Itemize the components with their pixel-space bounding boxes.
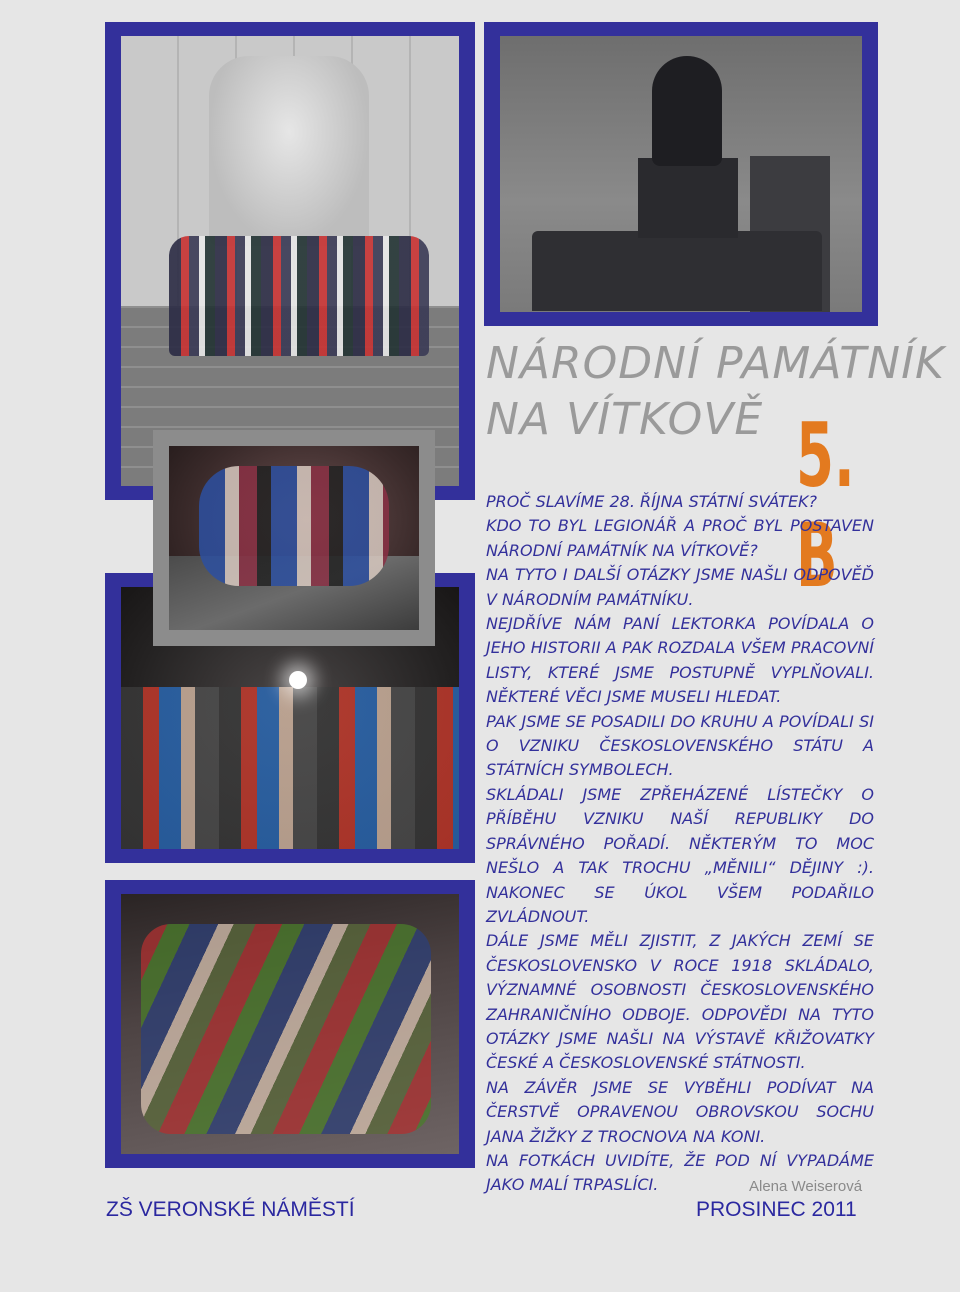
paragraph: NA ZÁVĚR JSME SE VYBĚHLI PODÍVAT NA ČERSTVĚ OPRAVENOU OBROVSKOU SOCHU JANA ŽIŽKY Z TROCNOVA NA KONI. (486, 1077, 874, 1146)
kids-group (121, 687, 459, 849)
equestrian-statue (652, 56, 722, 166)
issue-date: PROSINEC 2011 (696, 1198, 857, 1221)
title-line-1: NÁRODNÍ PAMÁTNÍK (486, 338, 945, 389)
class-badge: 5. B (796, 404, 855, 607)
paragraph: SKLÁDALI JSME ZPŘEHÁZENÉ LÍSTEČKY O PŘÍBĚHU VZNIKU NAŠÍ REPUBLIKY DO SPRÁVNÉHO POŘADÍ. NĚKTERÝM TO MOC NEŠLO A TAK TROCHU „MĚNILI“ DĚJINY :). NAKONEC SE ÚKOL VŠEM PODAŘILO ZVLÁDNOUT. (486, 784, 874, 926)
class-group (169, 236, 429, 356)
author-name: Alena Weiserová (749, 1178, 863, 1195)
title-line-2: NA VÍTKOVĚ (486, 394, 764, 445)
photo-kids-floor (169, 446, 419, 630)
kids-group (199, 466, 389, 586)
paragraph: DÁLE JSME MĚLI ZJISTIT, Z JAKÝCH ZEMÍ SE ČESKOSLOVENSKO V ROCE 1918 SKLÁDALO, VÝZNAMNÉ OSOBNOSTI ČESKOSLOVENSKÉHO ZAHRANIČNÍHO ODBOJE. ODPOVĚDI NA TYTO OTÁZKY JSME NAŠLI NA VÝSTAVĚ KŘIŽOVATKY ČESKÉ A ČESKOSLOVENSKÉ STÁTNOSTI. (486, 931, 874, 1073)
monument-base (532, 231, 822, 311)
photo-frame-worksheets (105, 880, 475, 1168)
photo-frame-statue (484, 22, 878, 326)
photo-kids-worksheets (121, 894, 459, 1154)
paragraph: PAK JSME SE POSADILI DO KRUHU A POVÍDALI SI O VZNIKU ČESKOSLOVENSKÉHO STÁTU A STÁTNÍCH SYMBOLECH. (486, 711, 874, 780)
paragraph: KDO TO BYL LEGIONÁŘ A PROČ BYL POSTAVEN NÁRODNÍ PAMÁTNÍK NA VÍTKOVĚ? (486, 516, 874, 560)
photo-frame-monument (105, 22, 475, 500)
article-body (486, 490, 874, 1198)
photo-frame-floor (153, 430, 435, 646)
photo-statue-zizka (500, 36, 862, 312)
lion-relief (209, 56, 369, 246)
statue-pedestal (638, 158, 738, 238)
paragraph: NEJDŘÍVE NÁM PANÍ LEKTORKA POVÍDALA O JEHO HISTORII A PAK ROZDALA VŠEM PRACOVNÍ LISTY, KTERÉ JSME POSTUPNĚ VYPLŇOVALI. NĚKTERÉ VĚCI JSME MUSELI HLEDAT. (486, 614, 874, 707)
flash-light (289, 671, 307, 689)
paragraph: PROČ SLAVÍME 28. ŘÍJNA STÁTNÍ SVÁTEK? (486, 492, 818, 511)
paragraph: NA TYTO I DALŠÍ OTÁZKY JSME NAŠLI ODPOVĚĎ V NÁRODNÍM PAMÁTNÍKU. (486, 565, 874, 609)
paragraph: NA FOTKÁCH UVIDÍTE, ŽE POD NÍ VYPADÁME JAKO MALÍ TRPASLÍCI. (486, 1150, 874, 1195)
kids-group (141, 924, 431, 1134)
school-name: ZŠ VERONSKÉ NÁMĚSTÍ (106, 1198, 355, 1221)
photo-monument-relief (121, 36, 459, 486)
